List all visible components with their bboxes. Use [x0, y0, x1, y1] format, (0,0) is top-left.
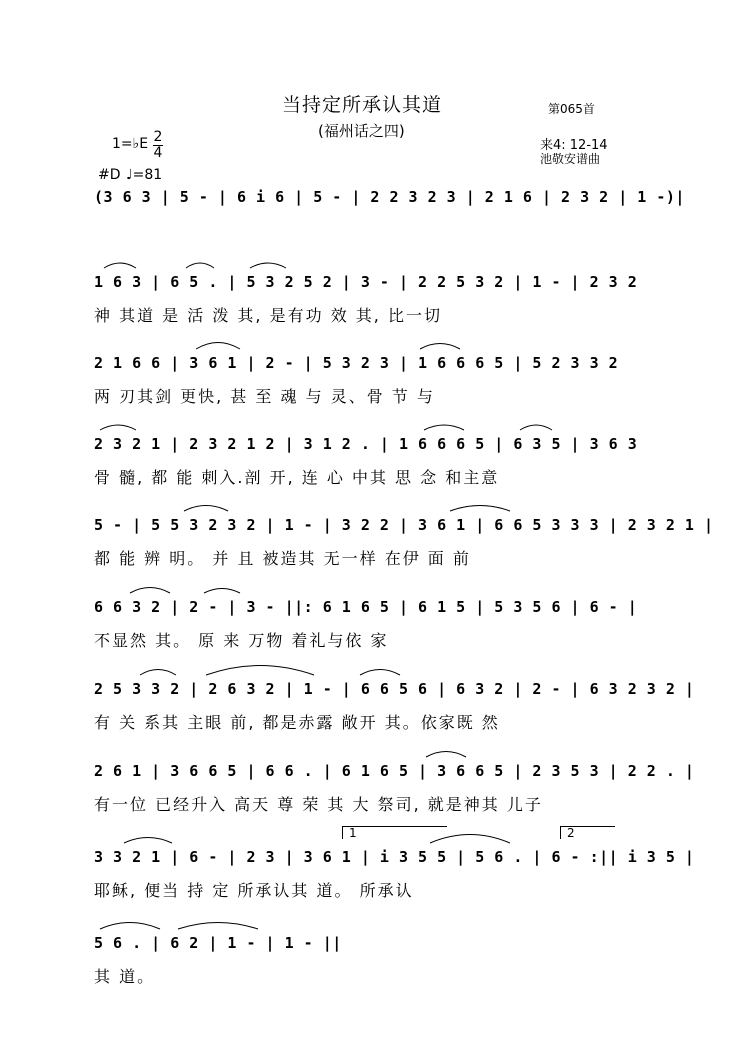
slur [124, 838, 172, 844]
notation-line-4: 2 3 2 1 | 2 3 2 1 2 | 3 1 2 . | 1 6 6 6 5 | 6 3 5 | 3 6 3 [94, 435, 638, 453]
notation-line-1: (3 6 3 | 5 - | 6 i 6 | 5 - | 2 2 3 2 3 | 2 1 6 | 2 3 2 | 1 -)| [94, 188, 685, 206]
notation-line-3: 2 1 6 6 | 3 6 1 | 2 - | 5 3 2 3 | 1 6 6 6 5 | 5 2 3 3 2 [94, 354, 619, 372]
lyrics-line-9: 耶稣, 便当 持 定 所承认其 道。 所承认 [94, 881, 414, 900]
slur [100, 923, 160, 930]
tempo-marking: ♩=81 [126, 167, 163, 183]
scripture-reference: 来4: 12-14 [540, 138, 608, 153]
notation-line-9: 3 3 2 1 | 6 - | 2 3 | 3 6 1 | i 3 5 5 | 5 6 . | 6 - :|| i 3 5 | [94, 848, 695, 866]
slur [520, 425, 552, 430]
slur [184, 506, 228, 512]
song-number: 第065首 [548, 102, 595, 116]
time-signature-bottom: 4 [153, 145, 163, 161]
lyrics-line-3: 两 刃其剑 更快, 甚 至 魂 与 灵、骨 节 与 [94, 387, 435, 406]
song-title: 当持定所承认其道 [282, 94, 443, 116]
second-ending-bracket [560, 826, 615, 839]
slur [178, 923, 258, 930]
song-subtitle: (福州话之四) [318, 122, 405, 140]
first-ending-label: 1 [349, 826, 357, 840]
lyrics-line-10: 其 道。 [94, 967, 156, 986]
slur [196, 343, 240, 350]
lyrics-line-5: 都 能 辨 明。 并 且 被造其 无一样 在伊 面 前 [94, 549, 471, 568]
slur [130, 588, 170, 594]
slur [420, 344, 460, 350]
slur [206, 666, 314, 676]
slur [186, 263, 214, 268]
slur [450, 506, 510, 512]
slur [204, 589, 240, 594]
composer: 池敬安谱曲 [540, 152, 601, 166]
slur [426, 752, 466, 758]
second-ending-label: 2 [567, 826, 575, 840]
notation-line-10: 5 6 . | 6 2 | 1 - | 1 - || [94, 934, 342, 952]
first-ending-bracket [342, 826, 447, 839]
lyrics-line-6: 不显然 其。 原 来 万物 着礼与依 家 [94, 631, 389, 650]
lyrics-line-7: 有 关 系其 主眼 前, 都是赤露 敞开 其。依家既 然 [94, 713, 500, 732]
slur [104, 263, 136, 268]
slur [100, 425, 136, 430]
lyrics-line-2: 神 其道 是 活 泼 其, 是有功 效 其, 比一切 [94, 306, 442, 325]
lyrics-line-4: 骨 髓, 都 能 刺入.剖 开, 连 心 中其 思 念 和主意 [94, 468, 500, 487]
notation-line-7: 2 5 3 3 2 | 2 6 3 2 | 1 - | 6 6 5 6 | 6 3 2 | 2 - | 6 3 2 3 2 | [94, 680, 695, 698]
notation-line-2: 1 6 3 | 6 5 . | 5 3 2 5 2 | 3 - | 2 2 5 3 2 | 1 - | 2 3 2 [94, 273, 638, 291]
slur [140, 670, 176, 676]
tune-name: #D [98, 167, 121, 183]
notation-line-8: 2 6 1 | 3 6 6 5 | 6 6 . | 6 1 6 5 | 3 6 6 5 | 2 3 5 3 | 2 2 . | [94, 762, 695, 780]
slur [424, 425, 464, 430]
slur [250, 263, 286, 268]
lyrics-line-8: 有一位 已经升入 高天 尊 荣 其 大 祭司, 就是神其 儿子 [94, 795, 543, 814]
slur [360, 670, 400, 676]
notation-line-5: 5 - | 5 5 3 2 3 2 | 1 - | 3 2 2 | 3 6 1 | 6 6 5 3 3 3 | 2 3 2 1 | [94, 516, 714, 534]
time-signature-top: 2 [153, 129, 163, 145]
key-signature: 1=♭E [112, 136, 149, 152]
notation-line-6: 6 6 3 2 | 2 - | 3 - ||: 6 1 6 5 | 6 1 5 | 5 3 5 6 | 6 - | [94, 598, 638, 616]
time-signature [153, 130, 163, 161]
